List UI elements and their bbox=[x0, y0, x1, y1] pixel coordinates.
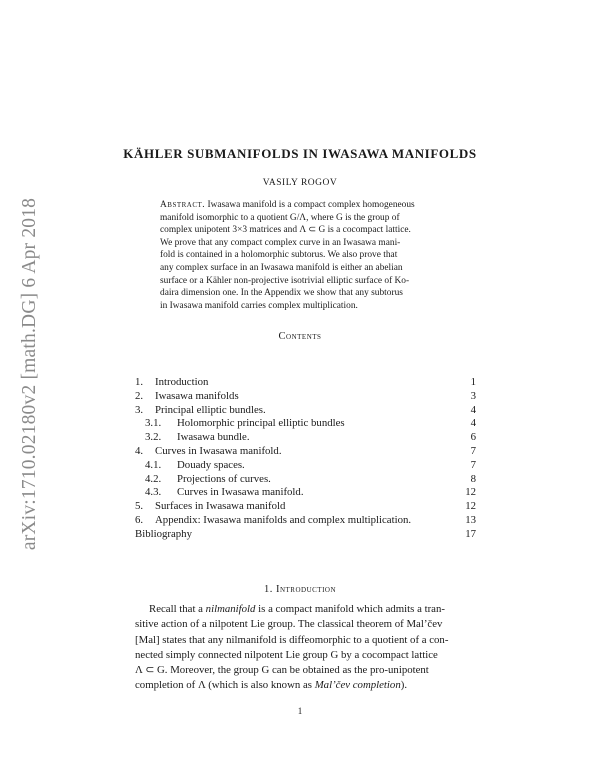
toc-entry-page: 8 bbox=[470, 472, 476, 485]
toc-entry-page: 1 bbox=[470, 376, 476, 388]
toc-entry-page: 7 bbox=[470, 444, 476, 457]
toc-entry[interactable] bbox=[135, 514, 476, 528]
toc-entry-number: 3. bbox=[135, 403, 144, 416]
toc-entry-page: 4 bbox=[470, 403, 476, 416]
toc-entry-label bbox=[145, 417, 345, 431]
toc-entry-number: 4.3. bbox=[145, 486, 162, 499]
toc-entry-page: 12 bbox=[465, 500, 476, 513]
toc-entry-title: Curves in Iwasawa manifold. bbox=[155, 444, 282, 457]
paragraph-line bbox=[135, 663, 476, 678]
abstract bbox=[160, 199, 440, 312]
table-of-contents bbox=[135, 376, 476, 542]
paragraph-text: is a compact manifold which admits a tran- bbox=[255, 603, 445, 615]
toc-entry-page: 6 bbox=[470, 431, 476, 444]
toc-entry[interactable] bbox=[135, 417, 476, 431]
toc-entry-label bbox=[145, 486, 304, 500]
toc-entry-title: Appendix: Iwasawa manifolds and complex multiplication. bbox=[155, 513, 412, 526]
toc-entry[interactable] bbox=[135, 459, 476, 473]
toc-entry-page: 12 bbox=[465, 486, 476, 499]
toc-entry-title: Principal elliptic bundles. bbox=[155, 403, 266, 416]
paper-author: VASILY ROGOV bbox=[262, 178, 338, 188]
toc-entry-title: Iwasawa bundle. bbox=[177, 431, 250, 444]
toc-entry-title: Introduction bbox=[155, 376, 209, 388]
toc-entry-title: Douady spaces. bbox=[177, 458, 245, 471]
toc-entry[interactable] bbox=[135, 390, 476, 404]
toc-entry-label bbox=[135, 445, 282, 459]
toc-entry[interactable] bbox=[135, 431, 476, 445]
toc-entry-label bbox=[135, 404, 266, 418]
contents-heading: Contents bbox=[278, 331, 322, 342]
arxiv-identifier bbox=[18, 178, 42, 570]
toc-entry-number: 5. bbox=[135, 500, 144, 513]
toc-entry-label bbox=[135, 500, 285, 514]
toc-entry-label bbox=[135, 514, 411, 528]
toc-entry[interactable] bbox=[135, 486, 476, 500]
paragraph-line bbox=[135, 648, 476, 663]
abstract-line: daira dimension one. In the Appendix we show that any subtorus bbox=[160, 288, 403, 299]
toc-entry-number: 4.2. bbox=[145, 472, 162, 485]
toc-entry-number: 3.2. bbox=[145, 431, 162, 444]
toc-entry-title: Projections of curves. bbox=[177, 472, 271, 485]
toc-entry-title: Surfaces in Iwasawa manifold bbox=[155, 500, 286, 513]
paragraph-text: ). bbox=[400, 679, 408, 692]
paragraph-text: completion of Λ (which is also known as bbox=[135, 679, 315, 692]
abstract-line bbox=[160, 199, 440, 212]
toc-entry-page: 13 bbox=[465, 513, 476, 526]
page-number: 1 bbox=[297, 706, 303, 716]
emphasized-term: Mal’čev completion bbox=[314, 679, 401, 692]
toc-entry-page: 3 bbox=[470, 389, 476, 402]
paragraph-line bbox=[135, 617, 476, 632]
abstract-label: Abstract. bbox=[160, 200, 206, 210]
introduction-paragraph bbox=[135, 602, 476, 694]
abstract-line: fold is contained in a holomorphic subtorus. We also prove that bbox=[160, 250, 398, 261]
toc-entry[interactable] bbox=[135, 445, 476, 459]
paper-title: KÄHLER SUBMANIFOLDS IN IWASAWA MANIFOLDS bbox=[123, 146, 477, 161]
toc-entry[interactable] bbox=[135, 404, 476, 418]
toc-entry[interactable] bbox=[135, 500, 476, 514]
toc-entry-number: 3.1. bbox=[145, 417, 162, 430]
toc-entry-label bbox=[145, 473, 271, 487]
section-heading bbox=[0, 584, 600, 595]
toc-entry-number: 6. bbox=[135, 513, 144, 526]
paragraph-text: nected simply connected nilpotent Lie group G by a cocompact lattice bbox=[135, 648, 438, 661]
abstract-line: We prove that any compact complex curve in an Iwasawa mani- bbox=[160, 237, 401, 248]
toc-entry-number: 2. bbox=[135, 389, 144, 402]
toc-entry-page: 17 bbox=[465, 527, 476, 540]
toc-entry-page: 4 bbox=[470, 417, 476, 430]
toc-entry-label bbox=[135, 390, 239, 404]
toc-entry[interactable] bbox=[135, 528, 476, 542]
section-number: 1. bbox=[263, 584, 273, 595]
toc-entry-number: 4.1. bbox=[145, 458, 162, 471]
paragraph-text: sitive action of a nilpotent Lie group. The classical theorem of Mal’čev bbox=[135, 618, 443, 631]
toc-entry-number: 1. bbox=[135, 376, 144, 388]
paragraph-line bbox=[135, 633, 476, 648]
toc-entry-title: Bibliography bbox=[135, 527, 192, 540]
toc-entry-label bbox=[135, 528, 192, 542]
toc-entry[interactable] bbox=[135, 473, 476, 487]
toc-entry-page: 7 bbox=[470, 458, 476, 471]
paragraph-text: Λ ⊂ G. Moreover, the group G can be obtained as the pro-unipotent bbox=[135, 664, 429, 677]
abstract-line: in Iwasawa manifold carries complex multiplication. bbox=[160, 300, 358, 311]
emphasized-term: nilmanifold bbox=[205, 603, 256, 615]
paragraph-line bbox=[135, 678, 476, 693]
abstract-line: complex unipotent 3×3 matrices and Λ ⊂ G is a cocompact lattice. bbox=[160, 225, 411, 236]
toc-entry-label bbox=[145, 431, 250, 445]
toc-entry-number: 4. bbox=[135, 444, 144, 457]
paragraph-text: [Mal] states that any nilmanifold is diffeomorphic to a quotient of a con- bbox=[135, 633, 449, 646]
abstract-line: manifold isomorphic to a quotient G/Λ, where G is the group of bbox=[160, 212, 400, 223]
abstract-line: surface or a Kähler non-projective isotrivial elliptic surface of Ko- bbox=[160, 275, 410, 286]
toc-entry-title: Curves in Iwasawa manifold. bbox=[177, 486, 304, 499]
abstract-line: any complex surface in an Iwasawa manifold is either an abelian bbox=[160, 262, 403, 273]
toc-entry-label bbox=[135, 376, 208, 390]
paragraph-text: Recall that a bbox=[149, 603, 206, 615]
toc-entry-title: Holomorphic principal elliptic bundles bbox=[177, 417, 345, 430]
toc-entry[interactable] bbox=[135, 376, 476, 390]
paragraph-line bbox=[135, 602, 476, 617]
section-title: Introduction bbox=[275, 584, 337, 595]
abstract-text: Iwasawa manifold is a compact complex homogeneous bbox=[205, 200, 415, 210]
toc-entry-label bbox=[145, 459, 245, 473]
toc-entry-title: Iwasawa manifolds bbox=[155, 389, 239, 402]
arxiv-identifier-text: arXiv:1710.02180v2 [math.DG] 6 Apr 2018 bbox=[19, 197, 41, 551]
